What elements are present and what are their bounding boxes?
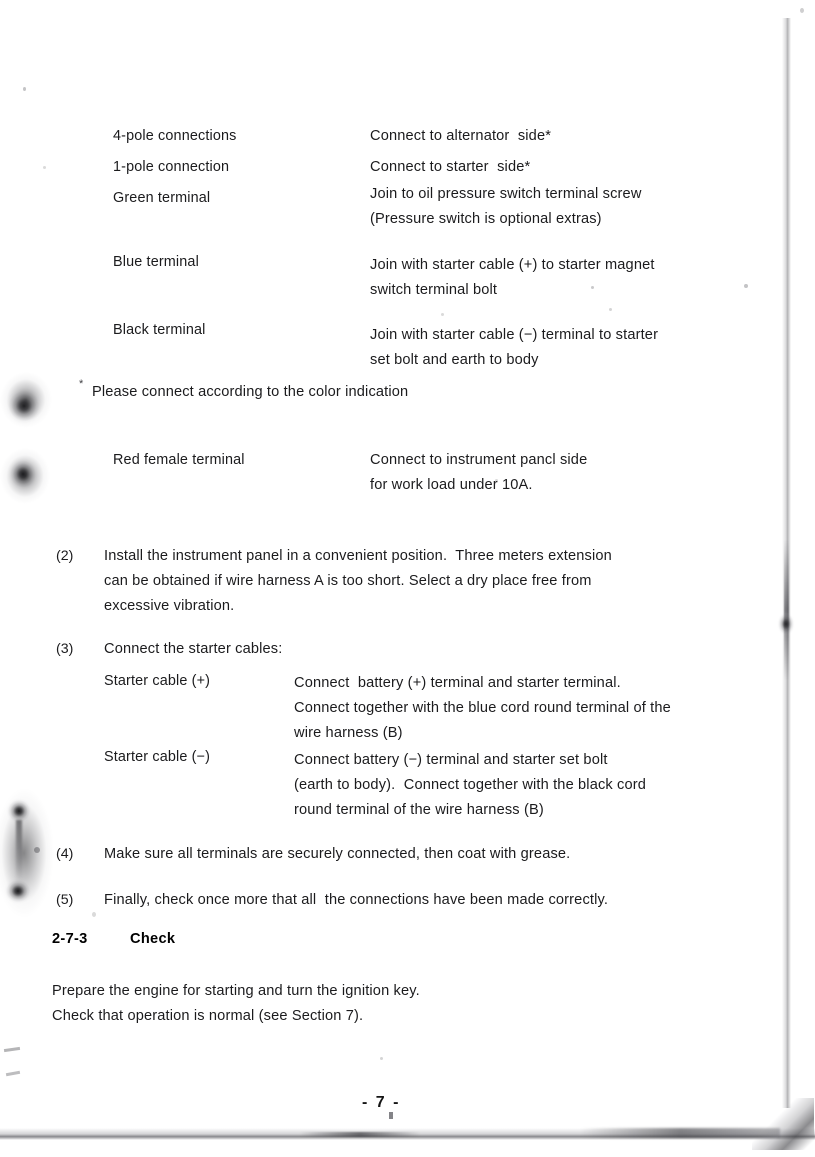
sub-row-label: Starter cable (−) — [104, 749, 211, 765]
scan-edge-right-dark — [784, 540, 789, 680]
sub-row-description: Connect together with the blue cord round terminal of the — [294, 700, 671, 716]
item-line: can be obtained if wire harness A is too short. Select a dry place free from — [104, 573, 592, 589]
sub-row-description: round terminal of the wire harness (B) — [294, 802, 544, 818]
terminal-row-description: (Pressure switch is optional extras) — [370, 211, 602, 227]
scan-speck-mid-page — [380, 1057, 383, 1060]
terminal-row-description: set bolt and earth to body — [370, 352, 539, 368]
scan-smear-lower — [0, 448, 50, 504]
scan-blob-bottom-left-upper — [6, 798, 32, 824]
closing-line: Check that operation is normal (see Section 7). — [52, 1008, 364, 1024]
scan-blob-upper — [6, 388, 42, 424]
page-number: - 7 - — [362, 1094, 401, 1111]
terminal-row-description: Connect to alternator side* — [370, 128, 552, 144]
section-heading-title: Check — [130, 931, 176, 947]
scan-speck-upper-left — [43, 166, 46, 169]
scan-blob-right-edge — [777, 612, 795, 636]
terminal-row-label: Green terminal — [113, 190, 211, 206]
closing-line: Prepare the engine for starting and turn the ignition key. — [52, 983, 420, 999]
scan-edge-right — [782, 18, 791, 1108]
terminal-row-label: Black terminal — [113, 322, 206, 338]
scan-speck-black-row — [441, 313, 444, 316]
footnote-marker: * — [79, 378, 84, 390]
scan-mark-left-bottom — [4, 1047, 20, 1052]
scan-speck-below-check — [92, 912, 96, 917]
terminal-row-description: Join to oil pressure switch terminal screw — [370, 186, 642, 202]
terminal-row-description: Join with starter cable (−) terminal to starter — [370, 327, 659, 343]
scan-speck-blue-row — [609, 308, 612, 311]
scan-mark-left-bottom-2 — [6, 1071, 20, 1076]
item-line: Connect the starter cables: — [104, 641, 283, 657]
item-number: (4) — [56, 846, 74, 862]
scan-speck-top-left — [23, 87, 26, 91]
scan-corner-curl — [752, 1098, 814, 1150]
scan-smear-bottom-left — [0, 788, 54, 918]
item-line: Make sure all terminals are securely connected, then coat with grease. — [104, 846, 571, 862]
sub-row-description: (earth to body). Connect together with the black cord — [294, 777, 647, 793]
terminal-row-description: Join with starter cable (+) to starter magnet — [370, 257, 655, 273]
sub-row-description: Connect battery (+) terminal and starter terminal. — [294, 675, 621, 691]
scan-speck-top-right — [800, 8, 804, 13]
item-number: (5) — [56, 892, 74, 908]
scan-speck-col-right — [591, 286, 594, 289]
terminal-row-label: Red female terminal — [113, 452, 245, 468]
footnote-text: Please connect according to the color indication — [92, 384, 409, 400]
sub-row-description: wire harness (B) — [294, 725, 403, 741]
sub-row-label: Starter cable (+) — [104, 673, 211, 689]
scan-edge-bottom — [0, 1128, 815, 1140]
terminal-row-description: for work load under 10A. — [370, 477, 533, 493]
scan-edge-bottom-dark-right — [580, 1128, 780, 1138]
terminal-row-description: Connect to starter side* — [370, 159, 531, 175]
scan-speck-bottom-center — [389, 1112, 393, 1119]
scan-blob-bottom-left-lower — [4, 878, 32, 904]
terminal-row-description: Connect to instrument pancl side — [370, 452, 588, 468]
item-number: (3) — [56, 641, 74, 657]
scan-speck-mid-right — [744, 284, 748, 288]
scan-edge-bottom-dark-mid — [300, 1132, 420, 1137]
terminal-row-label: Blue terminal — [113, 254, 199, 270]
item-line: Finally, check once more that all the connections have been made correctly. — [104, 892, 609, 908]
sub-row-description: Connect battery (−) terminal and starter set bolt — [294, 752, 608, 768]
item-line: excessive vibration. — [104, 598, 235, 614]
terminal-row-label: 1-pole connection — [113, 159, 230, 175]
scan-speck-bottom-left — [34, 847, 40, 853]
section-heading-number: 2-7-3 — [52, 931, 88, 947]
terminal-row-label: 4-pole connections — [113, 128, 237, 144]
scan-streak-bottom-left — [16, 820, 22, 882]
item-number: (2) — [56, 548, 74, 564]
item-line: Install the instrument panel in a convenient position. Three meters extension — [104, 548, 612, 564]
terminal-row-description: switch terminal bolt — [370, 282, 498, 298]
scan-smear-upper — [0, 372, 52, 428]
scan-blob-lower — [8, 458, 38, 490]
